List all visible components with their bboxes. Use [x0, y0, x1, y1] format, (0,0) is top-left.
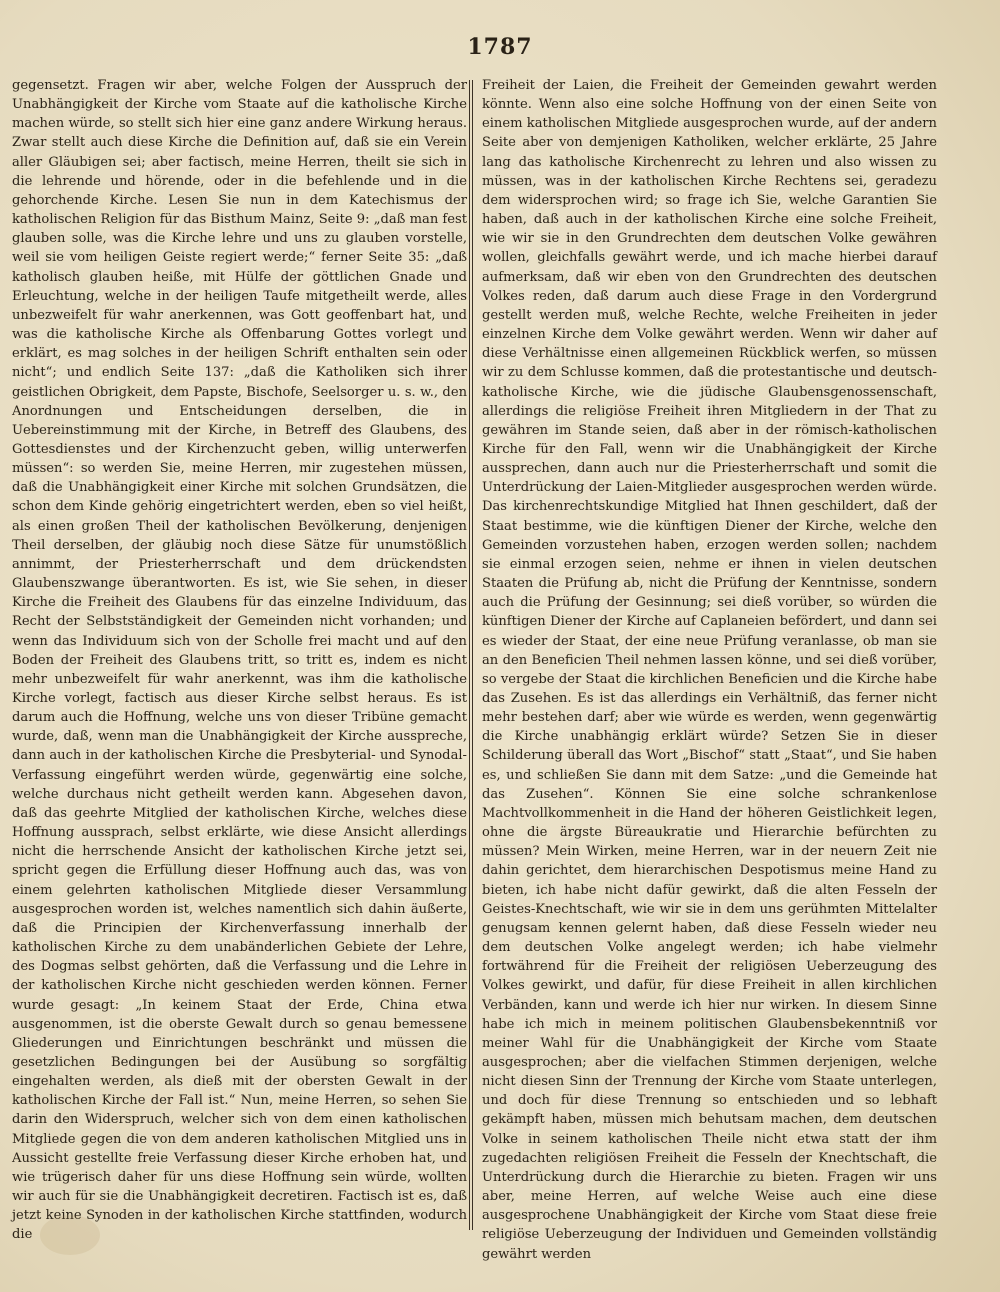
right-column-text: Freiheit der Laien, die Freiheit der Gemeinden gewahrt werden könnte. Wenn also eine solche Hoffnung von der einen Seite von einem katholischen Mitgliede ausgesprochen wurde, auf der andern Seite aber von demjenigen Katholiken, welcher erklärte, 25 Jahre lang das katholische Kirchenrecht zu lehren und also wissen zu müssen, was in der katholischen Kirche Rechtens sei, geradezu dem widersprochen wird; so frage ich Sie, welche Garantien Sie haben, daß auch in der katholischen Kirche eine solche Freiheit, wie wir sie in den Grundrechten dem deutschen Volke gewähren wollen, gleichfalls gewährt werde, und ich mache hierbei darauf aufmerksam, daß wir eben von den Grundrechten des deutschen Volkes reden, daß darum auch diese Frage in den Vordergrund gestellt werden muß, welche Rechte, welche Freiheiten in jeder einzelnen Kirche dem Volke gewährt werden. Wenn wir daher auf diese Verhältnisse einen allgemeinen Rückblick werfen, so müssen wir zu dem Schlusse kommen, daß die protestantische und deutsch-katholische Kirche, wie die jüdische Glaubensgenossenschaft, allerdings die religiöse Freiheit ihren Mitgliedern in der That zu gewähren im Stande seien, daß aber in der römisch-katholischen Kirche für den Fall, wenn wir die Unabhängigkeit der Kirche aussprechen, dann auch nur die Priesterherrschaft und somit die Unterdrückung der Laien-Mitglieder ausgesprochen werden würde. Das kirchenrechtskundige Mitglied hat Ihnen geschildert, daß der Staat bestimme, wie die künftigen Diener der Kirche, welche den Gemeinden vorzustehen haben, erzogen werden sollen; nachdem sie einmal erzogen seien, nehme er ihnen in vielen deutschen Staaten die Prüfung ab, nicht die Prüfung der Kenntnisse, sondern auch die Prüfung der Gesinnung; sei dieß vorüber, so würden die künftigen Diener der Kirche auf Caplaneien befördert, und dann sei es wieder der Staat, der eine neue Prüfung veranlasse, ob man sie an den Beneficien Theil nehmen lassen könne, und sei dieß vorüber, so vergebe der Staat die kirchlichen Beneficien und die Kirche habe das Zusehen. Es ist das allerdings ein Verhältniß, das ferner nicht mehr bestehen darf; aber wie würde es werden, wenn gegenwärtig die Kirche unabhängig erklärt würde? Setzen Sie in dieser Schilderung überall das Wort „Bischof“ statt „Staat“, und Sie haben es, und schließen Sie dann mit dem Satze: „und die Gemeinde hat das Zusehen“. Können Sie eine solche schrankenlose Machtvollkommenheit in die Hand der höheren Geistlichkeit legen, ohne die ärgste Büreaukratie und Hierarchie befürchten zu müssen? Mein Wirken, meine Herren, war in der neuern Zeit nie dahin gerichtet, dem hierarchischen Despotismus meine Hand zu bieten, ich habe nicht dafür gewirkt, daß die alten Fesseln der Geistes-Knechtschaft, wie wir sie in dem uns gerühmten Mittelalter genugsam kennen gelernt haben, daß diese Fesseln wieder neu dem deutschen Volke angelegt werden; ich habe vielmehr fortwährend für die Freiheit der religiösen Ueberzeugung des Volkes gewirkt, und dafür, für diese Freiheit in allen kirchlichen Verbänden, kann und werde ich hier nur wirken. In diesem Sinne habe ich mich in meinem politischen Glaubensbekenntniß vor meiner Wahl für die Unabhängigkeit der Kirche vom Staate ausgesprochen; aber die vielfachen Stimmen derjenigen, welche nicht diesen Sinn der Trennung der Kirche vom Staate unterlegen, und doch für diese Trennung so entschieden und so lebhaft gekämpft haben, müssen mich behutsam machen, dem deutschen Volke in seinem katholischen Theile nicht etwa statt der ihm zugedachten religiösen Freiheit die Fesseln der Knechtschaft, die Unterdrückung durch die Hierarchie zu bieten. Fragen wir uns aber, meine Herren, auf welche Weise auch eine diese ausgesprochene Unabhängigkeit der Kirche vom Staat diese freie religiöse Ueberzeugung der Individuen und Gemeinden vollständig gewährt werden — [482, 78, 937, 1262]
left-column-text: gegensetzt. Fragen wir aber, welche Folgen der Ausspruch der Unabhängigkeit der Kirche vom Staate auf die katholische Kirche machen würde, so stellt sich hier eine ganz andere Wirkung heraus. Zwar stellt auch diese Kirche die Definition auf, daß sie ein Verein aller Gläubigen sei; aber factisch, meine Herren, theilt sie sich in die lehrende und hörende, oder in die befehlende und in die gehorchende Kirche. Lesen Sie nun in dem Katechismus der katholischen Religion für das Bisthum Mainz, Seite 9: „daß man fest glauben solle, was die Kirche lehre und uns zu glauben vorstelle, weil sie vom heiligen Geiste regiert werde;“ ferner Seite 35: „daß katholisch glauben heiße, mit Hülfe der göttlichen Gnade und Erleuchtung, welche in der heiligen Taufe mitgetheilt werde, alles unbezweifelt für wahr anerkennen, was Gott geoffenbart hat, und was die katholische Kirche als Offenbarung Gottes vorlegt und erklärt, es mag solches in der heiligen Schrift enthalten sein oder nicht“; und endlich Seite 137: „daß die Katholiken sich ihrer geistlichen Obrigkeit, dem Papste, Bischofe, Seelsorger u. s. w., den Anordnungen und Entscheidungen derselben, die in Uebereinstimmung mit der Kirche, in Betreff des Glaubens, des Gottesdienstes und der Kirchenzucht geben, willig unterwerfen müssen“: so werden Sie, meine Herren, mir zugestehen müssen, daß die Unabhängigkeit einer Kirche mit solchen Grundsätzen, die schon dem Kinde gehörig eingetrichtert werden, eben so viel heißt, als einen großen Theil der katholischen Bevölkerung, denjenigen Theil derselben, der gläubig noch diese Sätze für unumstößlich annimmt, der Priesterherrschaft und dem drückendsten Glaubenszwange überantworten. Es ist, wie Sie sehen, in dieser Kirche die Freiheit des Glaubens für das einzelne Individuum, das Recht der Selbstständigkeit der Gemeinden nicht vorhanden; und wenn das Individuum sich von der Scholle frei macht und auf den Boden der Freiheit des Glaubens tritt, so tritt es, indem es nicht mehr unbezweifelt für wahr anerkennt, was ihm die katholische Kirche vorlegt, factisch aus dieser Kirche selbst heraus. Es ist darum auch die Hoffnung, welche uns von dieser Tribüne gemacht wurde, daß, wenn man die Unabhängigkeit der Kirche ausspreche, dann auch in der katholischen Kirche die Presbyterial- und Synodal-Verfassung eingeführt werden würde, gegenwärtig eine solche, welche durchaus nicht getheilt werden kann. Abgesehen davon, daß das geehrte Mitglied der katholischen Kirche, welches diese Hoffnung aussprach, selbst erklärte, wie diese Ansicht allerdings nicht die herrschende Ansicht der katholischen Kirche jetzt sei, spricht gegen die Erfüllung dieser Hoffnung auch das, was von einem gelehrten katholischen Mitgliede dieser Versammlung ausgesprochen worden ist, welches namentlich sich dahin äußerte, daß die Principien der Kirchenverfassung innerhalb der katholischen Kirche zu dem unabänderlichen Gebiete der Lehre, des Dogmas selbst gehörten, daß die Verfassung und die Lehre in der katholischen Kirche nicht geschieden werden können. Ferner wurde gesagt: „In keinem Staat der Erde, China etwa ausgenommen, ist die oberste Gewalt durch so genau bemessene Gliederungen und Einrichtungen beschränkt und müssen die gesetzlichen Bedingungen bei der Ausübung so sorgfältig eingehalten werden, als dieß mit der obersten Gewalt in der katholischen Kirche der Fall ist.“ Nun, meine Herren, so sehen Sie darin den Widerspruch, welcher sich von dem einen katholischen Mitgliede gegen die von dem anderen katholischen Mitglied uns in Aussicht gestellte freie Verfassung dieser Kirche erhoben hat, und wie trügerisch daher für uns diese Hoffnung sein würde, wollten wir auch für sie die Unabhängigkeit decretiren. Factisch ist es, daß jetzt keine Synoden in der katholischen Kirche stattfinden, wodurch die — [12, 78, 467, 1243]
left-column — [12, 76, 467, 1245]
right-column — [482, 76, 937, 1264]
page-number: 1787 — [467, 34, 533, 60]
column-divider — [469, 80, 473, 1230]
paper-stain — [40, 1215, 100, 1255]
